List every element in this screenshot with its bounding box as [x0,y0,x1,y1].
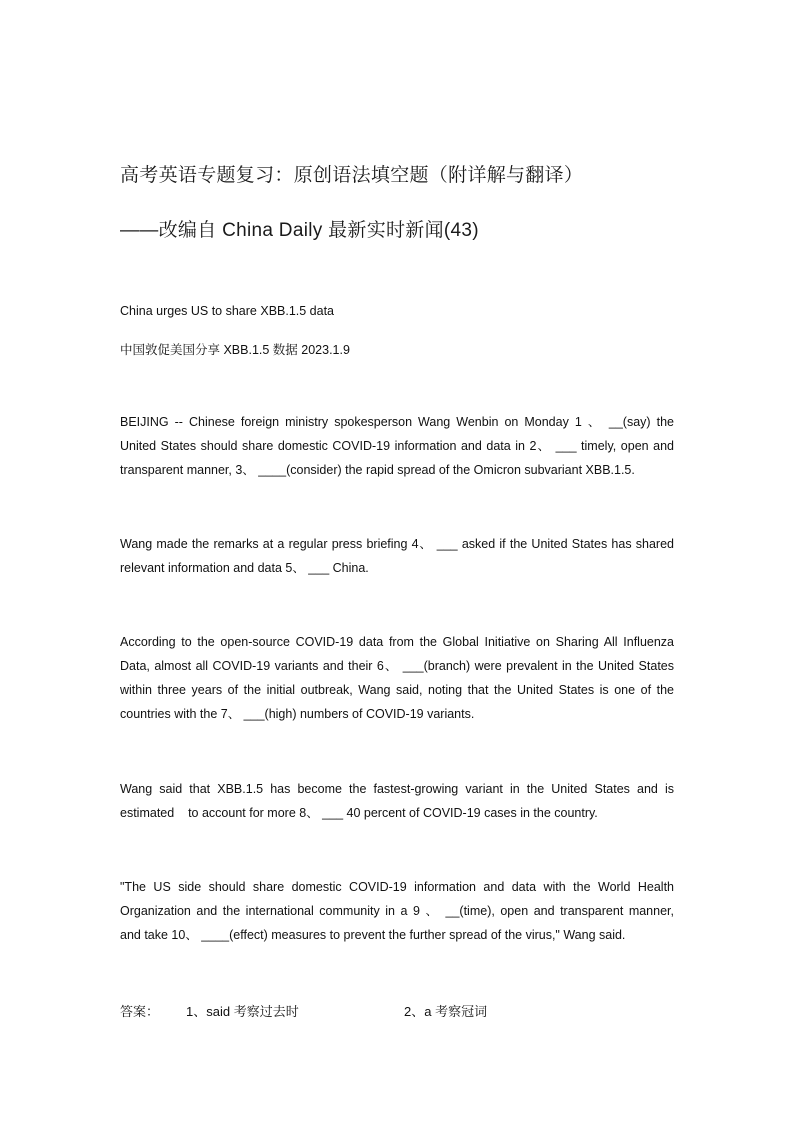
paragraph-line: countries with the 7、 ___(high) numbers of COVID-19 variants. [120,707,475,721]
paragraph-line: estimated to account for more 8、 ___ 40 percent of COVID-19 cases in the country. [120,806,598,820]
paragraph-line: Wang said that XBB.1.5 has become the fastest-growing variant in the United States and is [120,782,674,796]
paragraph-5 [120,875,674,947]
article-headline-en: China urges US to share XBB.1.5 data [120,304,335,318]
paragraph-line: United States should share domestic COVID-19 information and data in 2、 ___ timely, open and [120,439,674,453]
answer-key [120,1001,487,1020]
paragraph-line: Data, almost all COVID-19 variants and their 6、 ___(branch) were prevalent in the United States [120,659,674,673]
paragraph-line: and take 10、 ____(effect) measures to prevent the further spread of the virus," Wang said. [120,928,626,942]
paragraph-line: Organization and the international community in a 9 、 __(time), open and transparent manner, [120,904,674,918]
paragraph-line: "The US side should share domestic COVID-19 information and data with the World Health [120,880,674,894]
paragraph-line: According to the open-source COVID-19 data from the Global Initiative on Sharing All Influenza [120,635,674,649]
paragraph-1 [120,410,674,482]
answer-item: 1、said 考察过去时 [186,1004,299,1019]
article-headline-cn: 中国敦促美国分享 XBB.1.5 数据 2023.1.9 [120,343,350,357]
page-subtitle: ——改编自 China Daily 最新实时新闻(43) [120,220,479,241]
paragraph-line: BEIJING -- Chinese foreign ministry spokesperson Wang Wenbin on Monday 1 、 __(say) the [120,415,674,429]
paragraph-line: relevant information and data 5、 ___ China. [120,561,369,575]
paragraph-4 [120,777,674,825]
paragraph-line: Wang made the remarks at a regular press briefing 4、 ___ asked if the United States has shared [120,537,674,551]
paragraph-2 [120,532,674,580]
paragraph-line: within three years of the initial outbreak, Wang said, noting that the United States is one of the [120,683,674,697]
paragraph-3 [120,630,674,726]
answer-label: 答案： [120,1004,160,1019]
paragraph-line: transparent manner, 3、 ____(consider) the rapid spread of the Omicron subvariant XBB.1.5. [120,463,635,477]
answer-item: 2、a 考察冠词 [404,1004,488,1019]
page-title: 高考英语专题复习：原创语法填空题（附详解与翻译） [120,165,584,186]
